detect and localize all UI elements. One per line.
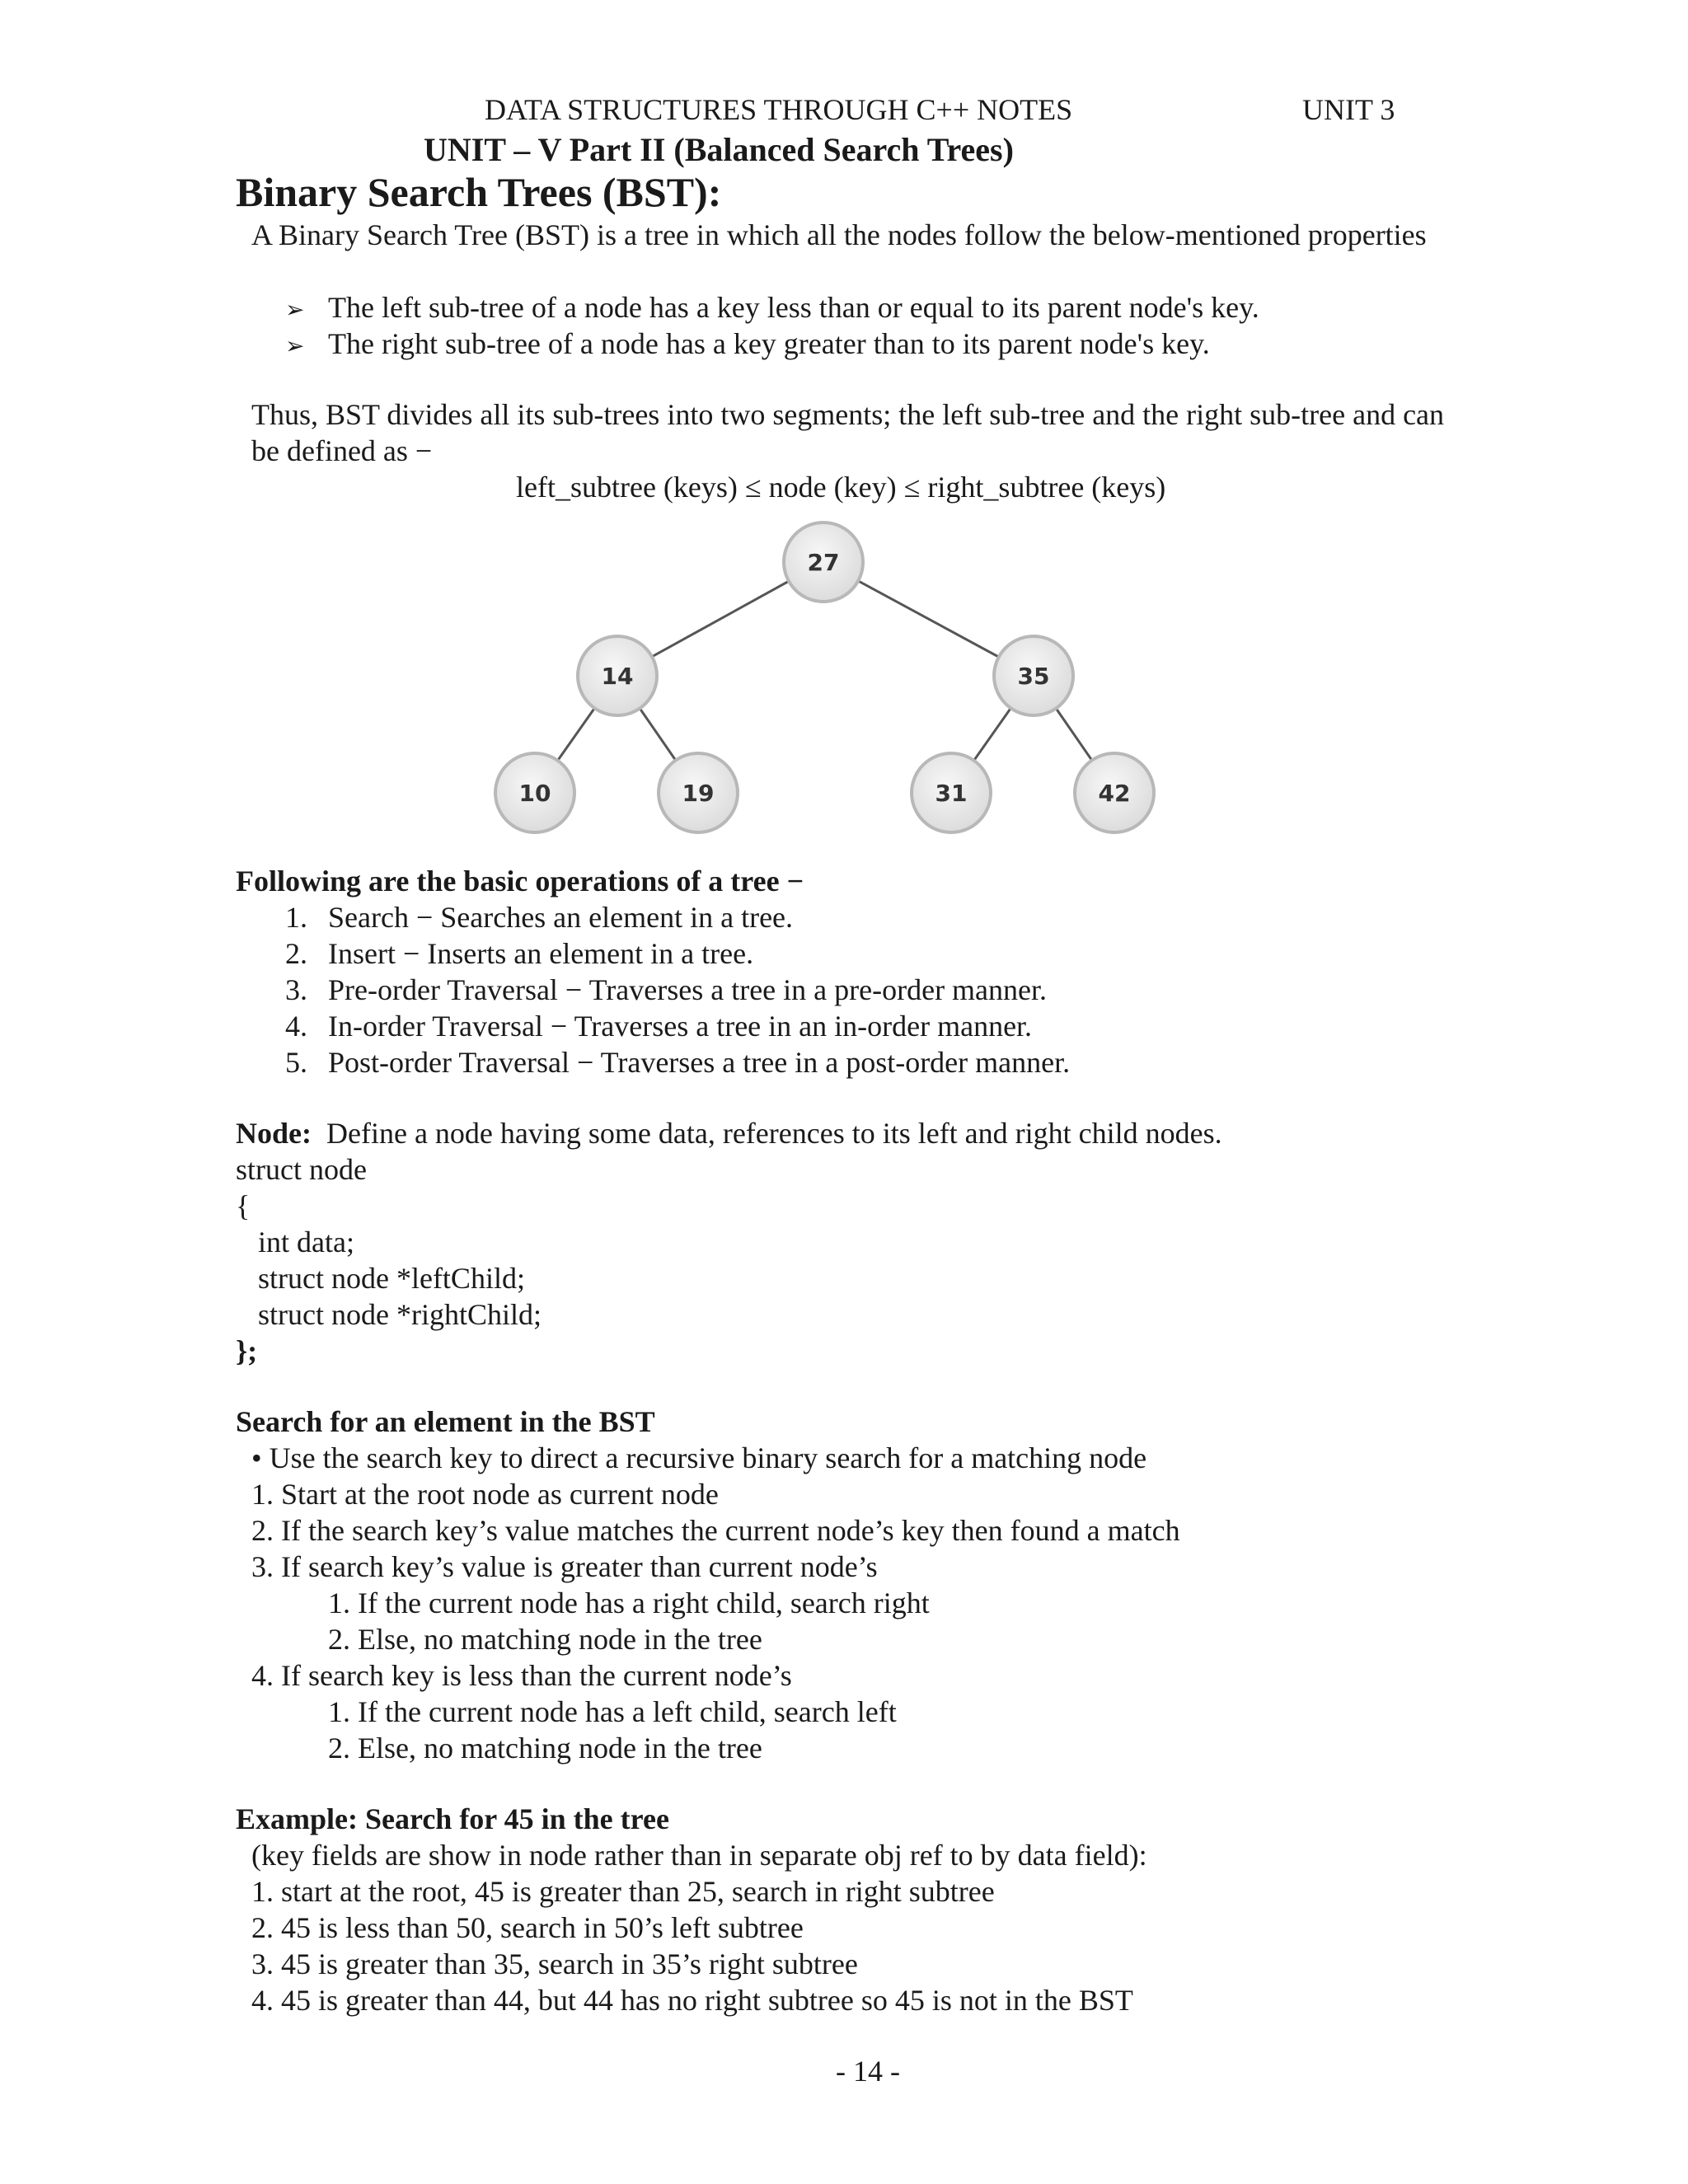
search-heading: Search for an element in the BST — [236, 1405, 655, 1438]
svg-text:19: 19 — [682, 780, 715, 807]
code-line: struct node *leftChild; — [258, 1262, 525, 1295]
svg-text:35: 35 — [1017, 663, 1050, 690]
svg-text:27: 27 — [807, 549, 840, 576]
code-line: int data; — [258, 1226, 354, 1258]
tree-node-14 — [578, 636, 657, 715]
svg-text:10: 10 — [518, 780, 551, 807]
list-item: ➢ The left sub-tree of a node has a key less than or equal to its parent node's key. — [285, 291, 1259, 324]
tree-node-42 — [1075, 753, 1154, 832]
intro-paragraph: A Binary Search Tree (BST) is a tree in which all the nodes follow the below-mentioned properties — [251, 218, 1427, 251]
svg-text:14: 14 — [601, 663, 634, 690]
example-heading: Example: Search for 45 in the tree — [236, 1802, 669, 1835]
tree-node-19 — [659, 753, 738, 832]
thus-line-1: Thus, BST divides all its sub-trees into two segments; the left sub-tree and the right sub-tree and can — [251, 398, 1445, 431]
tree-node-31 — [912, 753, 991, 832]
tree-node-10 — [495, 753, 574, 832]
list-item: 3. Pre-order Traversal − Traverses a tree in a pre-order manner. — [285, 973, 1048, 1006]
node-definition — [236, 1116, 1222, 1151]
tree-node-35 — [994, 636, 1073, 715]
code-line: }; — [236, 1334, 258, 1367]
search-step: 4. If search key is less than the current node’s — [251, 1659, 792, 1692]
code-line: { — [236, 1189, 251, 1222]
list-item: 2. Insert − Inserts an element in a tree. — [285, 937, 754, 970]
tree-node-root — [784, 523, 863, 602]
code-line: struct node — [236, 1153, 367, 1186]
list-item: 4. In-order Traversal − Traverses a tree in an in-order manner. — [285, 1010, 1033, 1043]
search-step: 3. If search key’s value is greater than current node’s — [251, 1550, 878, 1583]
search-substep: 1. If the current node has a right child, search right — [328, 1586, 930, 1619]
search-substep: 2. Else, no matching node in the tree — [328, 1623, 762, 1656]
example-line: (key fields are show in node rather than in separate obj ref to by data field): — [251, 1839, 1147, 1872]
example-line: 1. start at the root, 45 is greater than 25, search in right subtree — [251, 1875, 995, 1908]
page-number: - 14 - — [836, 2055, 900, 2088]
node-label: Node: — [236, 1117, 312, 1150]
operations-heading: Following are the basic operations of a tree − — [236, 865, 804, 898]
svg-text:42: 42 — [1098, 780, 1131, 807]
running-title: DATA STRUCTURES THROUGH C++ NOTES — [485, 93, 1073, 126]
bst-diagram — [483, 513, 1175, 842]
unit-label: UNIT 3 — [1302, 93, 1395, 126]
example-line: 2. 45 is less than 50, search in 50’s left subtree — [251, 1911, 804, 1944]
node-description: Define a node having some data, references to its left and right child nodes. — [326, 1117, 1222, 1150]
list-item: 5. Post-order Traversal − Traverses a tree in a post-order manner. — [285, 1046, 1071, 1079]
search-substep: 2. Else, no matching node in the tree — [328, 1732, 762, 1765]
search-step: 2. If the search key’s value matches the current node’s key then found a match — [251, 1514, 1180, 1547]
list-item: ➢ The right sub-tree of a node has a key greater than to its parent node's key. — [285, 327, 1210, 360]
code-line: struct node *rightChild; — [258, 1298, 542, 1331]
search-substep: 1. If the current node has a left child, search left — [328, 1695, 897, 1728]
list-item: 1. Search − Searches an element in a tree. — [285, 901, 794, 934]
example-line: 3. 45 is greater than 35, search in 35’s right subtree — [251, 1947, 858, 1980]
bst-formula: left_subtree (keys) ≤ node (key) ≤ right_subtree (keys) — [516, 471, 1166, 504]
svg-text:31: 31 — [935, 780, 968, 807]
thus-line-2: be defined as − — [251, 434, 433, 467]
search-step: 1. Start at the root node as current node — [251, 1478, 719, 1511]
search-step: • Use the search key to direct a recursive binary search for a matching node — [251, 1441, 1147, 1474]
arrow-bullet-icon: ➢ — [285, 298, 305, 323]
page-subtitle: UNIT – V Part II (Balanced Search Trees) — [424, 131, 1014, 168]
arrow-bullet-icon: ➢ — [285, 334, 305, 359]
example-line: 4. 45 is greater than 44, but 44 has no right subtree so 45 is not in the BST — [251, 1984, 1133, 2017]
section-title: Binary Search Trees (BST): — [236, 169, 722, 215]
